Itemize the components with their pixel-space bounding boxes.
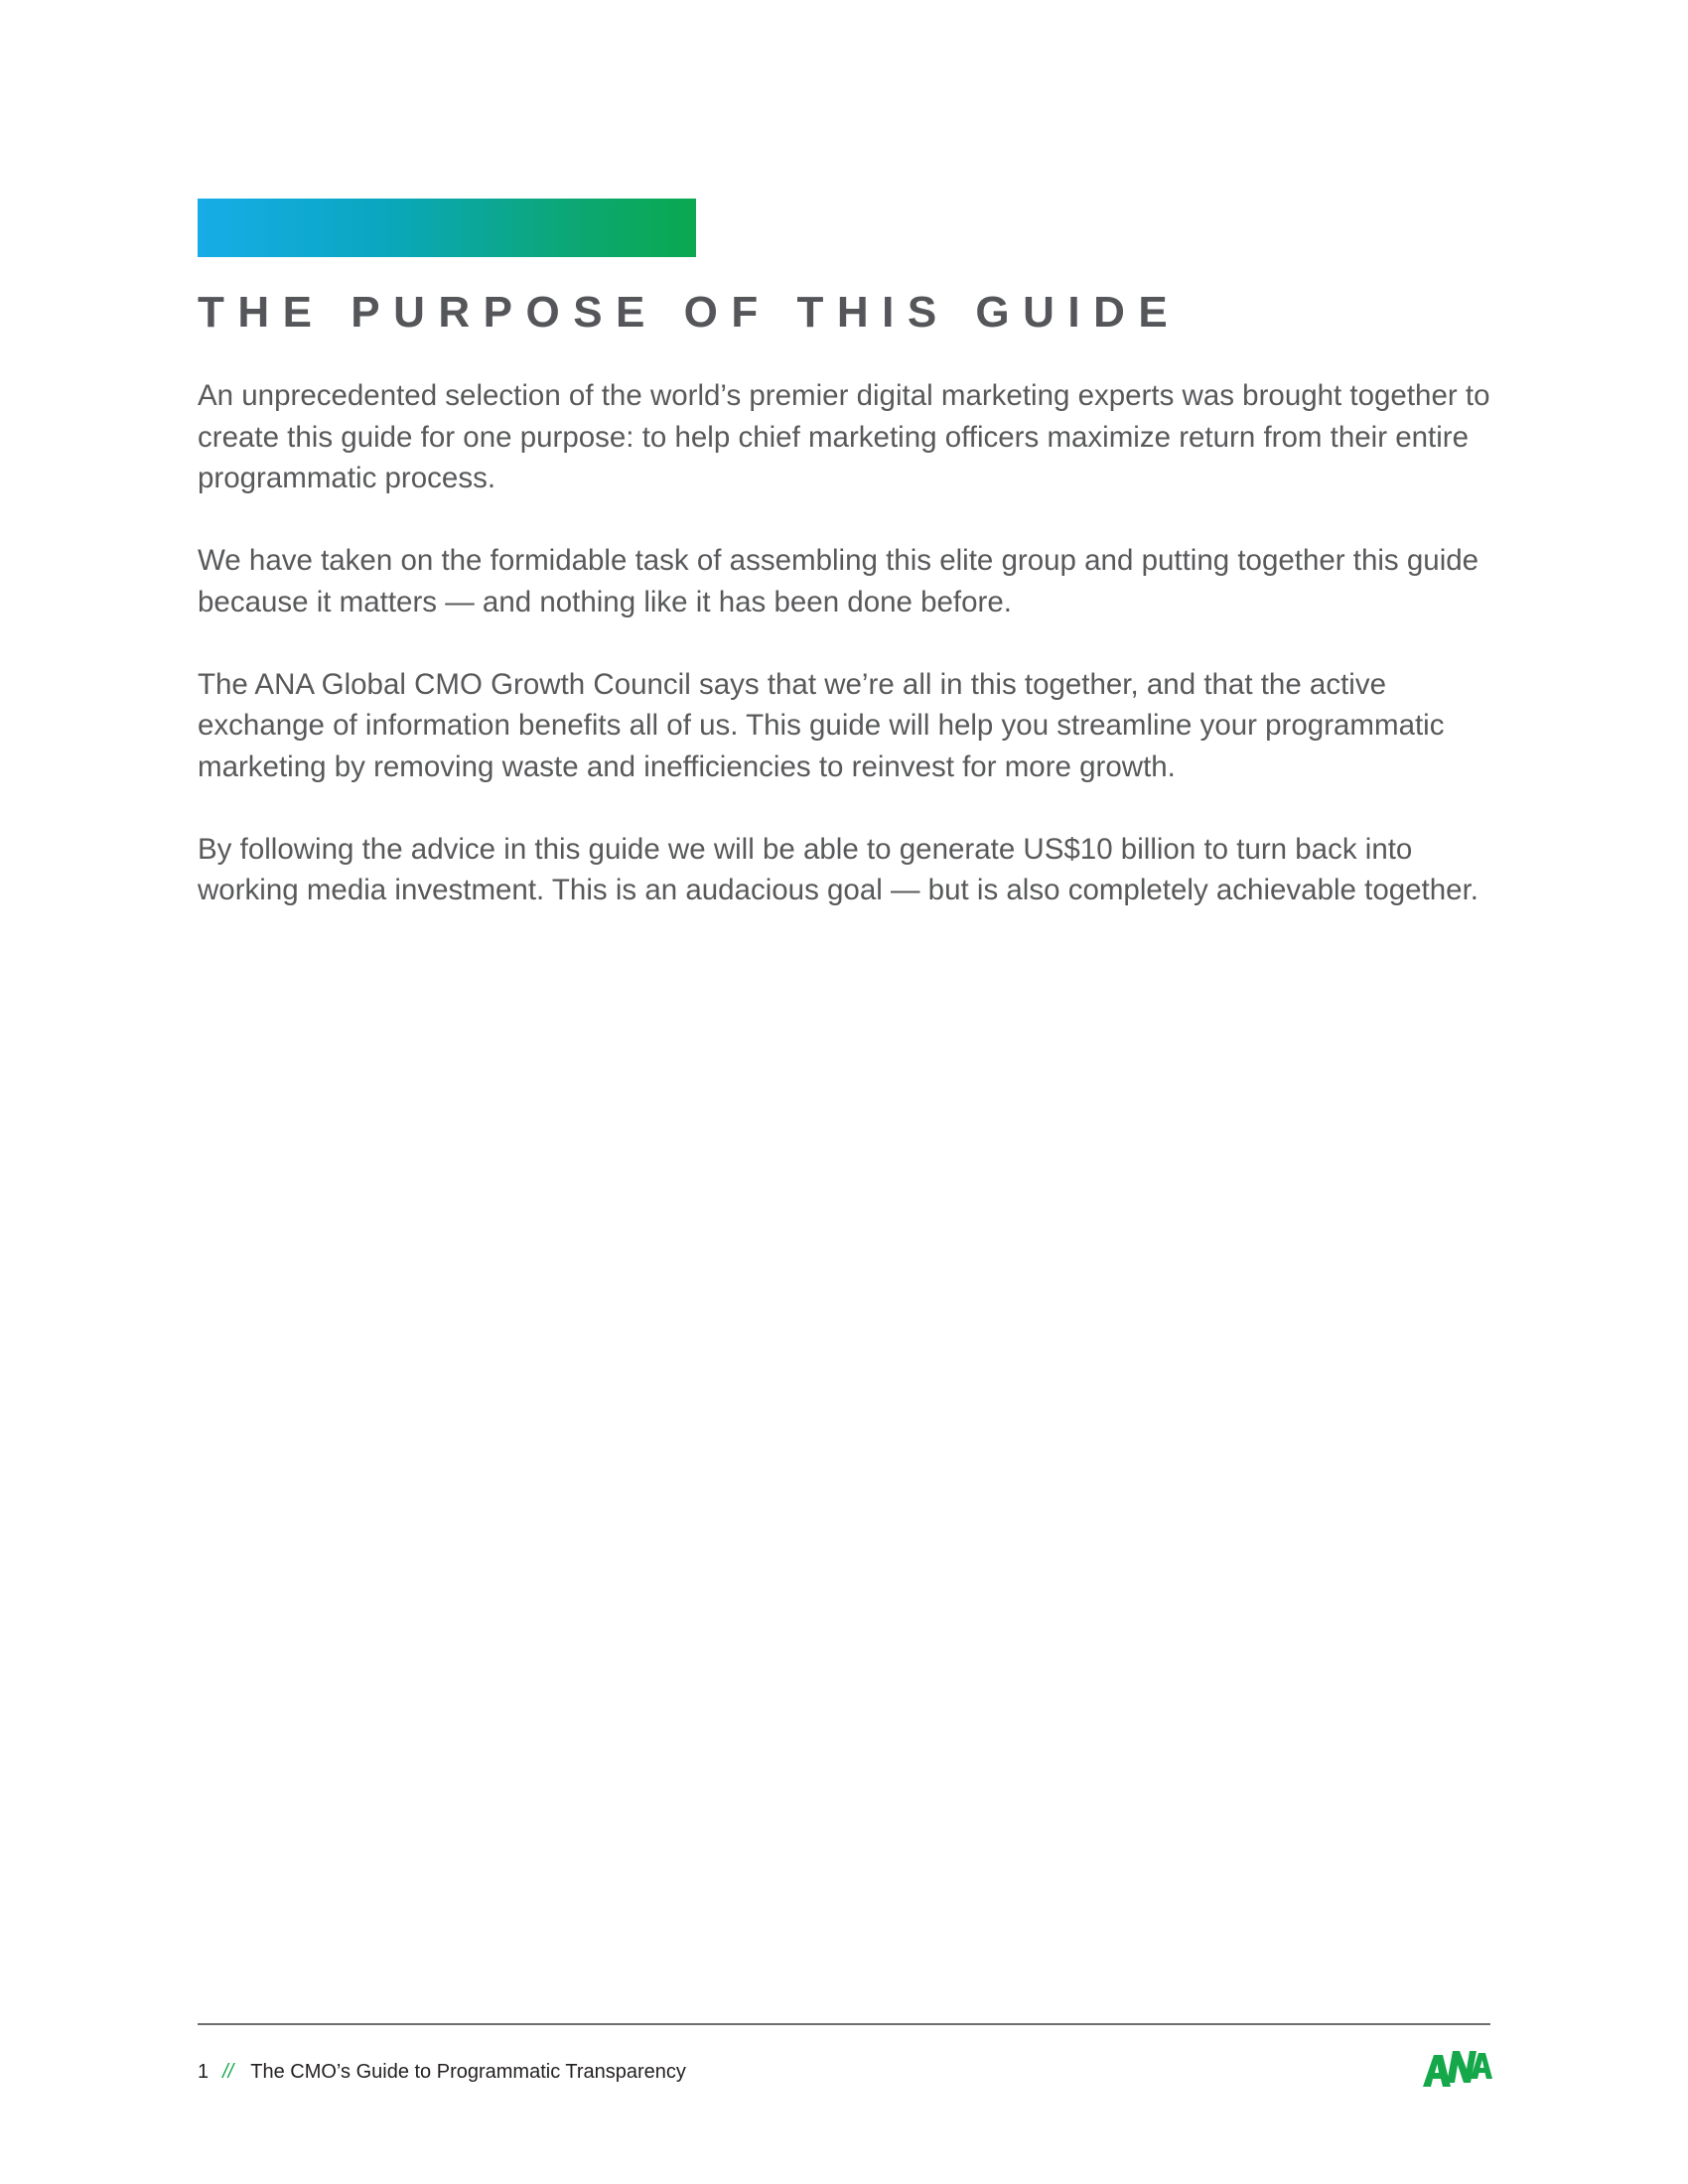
page-title: THE PURPOSE OF THIS GUIDE xyxy=(198,288,1182,337)
page-number: 1 xyxy=(198,2060,210,2083)
footer xyxy=(198,2057,686,2087)
gradient-accent-bar xyxy=(198,199,696,257)
footer-divider xyxy=(198,2023,1490,2025)
footer-document-title: The CMO’s Guide to Programmatic Transparency xyxy=(250,2060,686,2083)
ana-logo xyxy=(1423,2049,1492,2089)
paragraph-4: By following the advice in this guide we will be able to generate US$10 billion to turn back into working media investment. This is an audacious goal — but is also completely achievable together. xyxy=(198,832,1478,907)
paragraph-3: The ANA Global CMO Growth Council says that we’re all in this together, and that the active exchange of information benefits all of us. This guide will help you streamline your programmatic marketing by removing waste and inefficiencies to reinvest for more growth. xyxy=(198,667,1445,783)
paragraph-2: We have taken on the formidable task of assembling this elite group and putting together this guide because it matters — and nothing like it has been done before. xyxy=(198,544,1479,618)
paragraph-1: An unprecedented selection of the world’s premier digital marketing experts was brought together to create this guide for one purpose: to help chief marketing officers maximize return from their entire programmatic process. xyxy=(198,379,1490,495)
body-text xyxy=(198,375,1498,952)
footer-separator: // xyxy=(222,2060,234,2083)
